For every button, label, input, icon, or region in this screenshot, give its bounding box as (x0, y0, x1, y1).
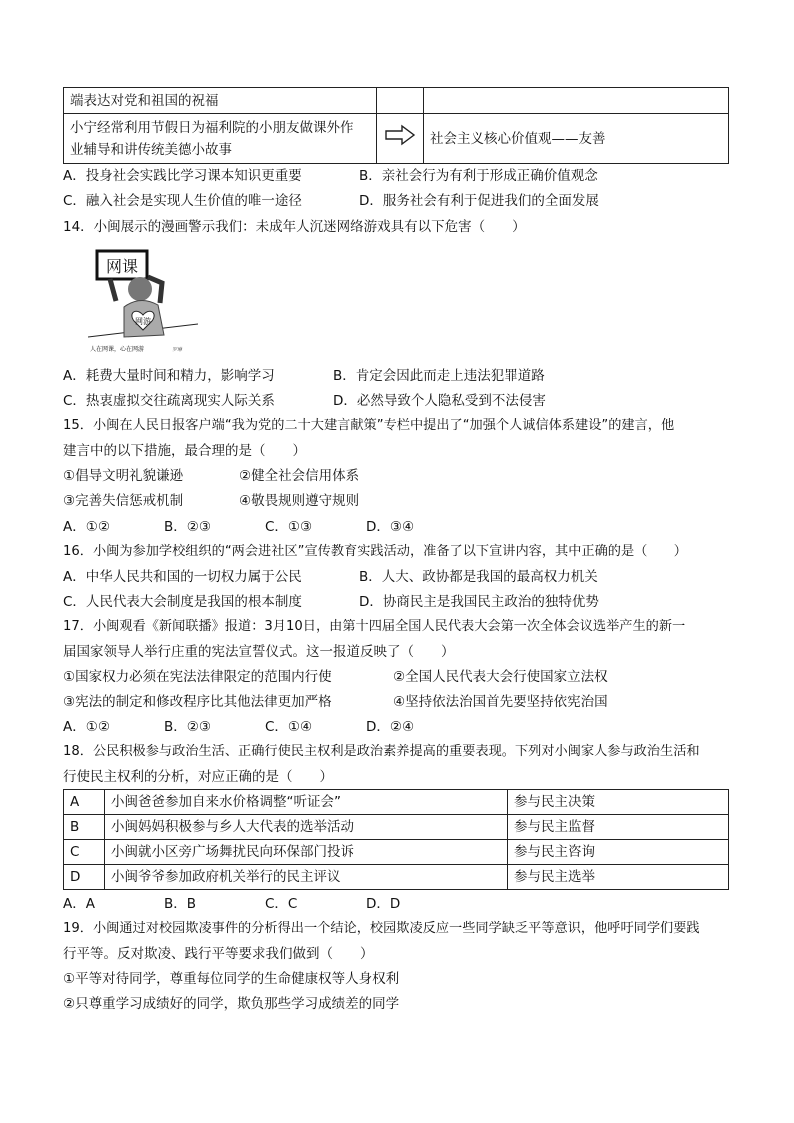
top-table-cell (424, 88, 729, 114)
option-a: A．中华人民共和国的一切权力属于公民 (63, 569, 302, 585)
row-event: 小闽爸爸参加自来水价格调整“听证会” (105, 790, 508, 815)
table-text: 业辅导和讲传统美德小故事 (70, 141, 232, 158)
statement: ④坚持依法治国首先要坚持依宪治国 (393, 694, 608, 710)
cartoon-signature: 罗琳 (172, 347, 183, 353)
option-d: D．必然导致个人隐私受到不法侵害 (333, 393, 546, 409)
option-c: C．①③ (265, 519, 313, 535)
option-c: C．人民代表大会制度是我国的根本制度 (63, 594, 302, 610)
row-letter: A (64, 790, 105, 815)
top-table-cell (377, 114, 424, 164)
row-right: 参与民主决策 (508, 790, 729, 815)
question-stem: 14．小闽展示的漫画警示我们：未成年人沉迷网络游戏具有以下危害（ ） (63, 219, 526, 235)
row-letter: D (64, 865, 105, 890)
question-stem: 16．小闽为参加学校组织的“两会进社区”宣传教育实践活动，准备了以下宣讲内容，其中正确的是（ ） (63, 544, 687, 559)
question-stem: 建言中的以下措施，最合理的是（ ） (63, 443, 306, 459)
question-stem: 行平等。反对欺凌、践行平等要求我们做到（ ） (63, 946, 374, 962)
option-d: D．服务社会有利于促进我们的全面发展 (359, 193, 599, 209)
table-text: 端表达对党和祖国的祝福 (70, 92, 219, 109)
option-b: B．人大、政协都是我国的最高权力机关 (359, 569, 598, 585)
option-c: C．热衷虚拟交往疏离现实人际关系 (63, 393, 275, 409)
row-event: 小闽就小区旁广场舞扰民向环保部门投诉 (105, 840, 508, 865)
table-row (64, 790, 729, 815)
cartoon-caption: 人在网课，心在网游 (90, 346, 145, 353)
top-table-cell (377, 88, 424, 114)
top-table (63, 87, 729, 164)
top-table-cell (64, 88, 377, 114)
row-letter: C (64, 840, 105, 865)
statement: ①国家权力必须在宪法法律限定的范围内行使 (63, 669, 332, 685)
option-d: D．协商民主是我国民主政治的独特优势 (359, 594, 599, 610)
table-row (64, 840, 729, 865)
top-table-cell (64, 114, 377, 164)
option-d: D．③④ (366, 519, 415, 535)
right-arrow-icon (384, 124, 416, 146)
option-b: B．亲社会行为有利于形成正确价值观念 (359, 168, 598, 184)
option-b: B．肯定会因此而走上违法犯罪道路 (333, 368, 545, 384)
option-a: A．①② (63, 519, 110, 535)
statement: ②健全社会信用体系 (239, 468, 360, 484)
option-d: D．D (366, 896, 401, 912)
row-right: 参与民主选举 (508, 865, 729, 890)
question-stem: 届国家领导人举行庄重的宪法宣誓仪式。这一报道反映了（ ） (63, 644, 455, 660)
option-b: B．②③ (164, 719, 211, 735)
option-a: A．A (63, 896, 95, 912)
statement: ③完善失信惩戒机制 (63, 493, 184, 509)
cartoon-heart-text: 网游 (135, 317, 151, 326)
row-event: 小闽妈妈积极参与乡人大代表的选举活动 (105, 815, 508, 840)
statement: ①倡导文明礼貌谦逊 (63, 468, 184, 484)
row-letter: B (64, 815, 105, 840)
row-right: 参与民主监督 (508, 815, 729, 840)
option-a: A．①② (63, 719, 110, 735)
option-b: B．B (164, 896, 197, 912)
option-d: D．②④ (366, 719, 415, 735)
option-c: C．C (265, 896, 298, 912)
option-b: B．②③ (164, 519, 211, 535)
table-text: 小宁经常利用节假日为福利院的小朋友做课外作 (70, 119, 354, 136)
question-stem: 18．公民积极参与政治生活、正确行使民主权利是政治素养提高的重要表现。下列对小闽家人参与政治生活和 (63, 744, 700, 759)
option-a: A．耗费大量时间和精力，影响学习 (63, 368, 275, 384)
statement: ④敬畏规则遵守规则 (239, 493, 360, 509)
cartoon-image (88, 247, 198, 357)
question-stem: 17．小闽观看《新闻联播》报道：3月10日，由第十四届全国人民代表大会第一次全体会议选举产生的新一 (63, 619, 686, 634)
row-right: 参与民主咨询 (508, 840, 729, 865)
question-stem: 19．小闽通过对校园欺凌事件的分析得出一个结论，校园欺凌反应一些同学缺乏平等意识，他呼吁同学们要践 (63, 921, 700, 936)
table-row (64, 815, 729, 840)
cartoon-board-text: 网课 (105, 257, 139, 276)
option-c: C．①④ (265, 719, 313, 735)
table-text: 社会主义核心价值观——友善 (430, 130, 606, 147)
table-row (64, 865, 729, 890)
question-stem: 行使民主权利的分析，对应正确的是（ ） (63, 769, 333, 785)
question-stem: 15．小闽在人民日报客户端“我为党的二十大建言献策”专栏中提出了“加强个人诚信体系建设”的建言，他 (63, 418, 675, 433)
statement: ①平等对待同学，尊重每位同学的生命健康权等人身权利 (63, 971, 400, 987)
option-a: A．投身社会实践比学习课本知识更重要 (63, 168, 302, 184)
statement: ②全国人民代表大会行使国家立法权 (393, 669, 608, 685)
q18-table (63, 789, 729, 890)
row-event: 小闽爷爷参加政府机关举行的民主评议 (105, 865, 508, 890)
option-c: C．融入社会是实现人生价值的唯一途径 (63, 193, 302, 209)
statement: ③宪法的制定和修改程序比其他法律更加严格 (63, 694, 332, 710)
statement: ②只尊重学习成绩好的同学，欺负那些学习成绩差的同学 (63, 996, 400, 1012)
top-table-cell (424, 114, 729, 164)
